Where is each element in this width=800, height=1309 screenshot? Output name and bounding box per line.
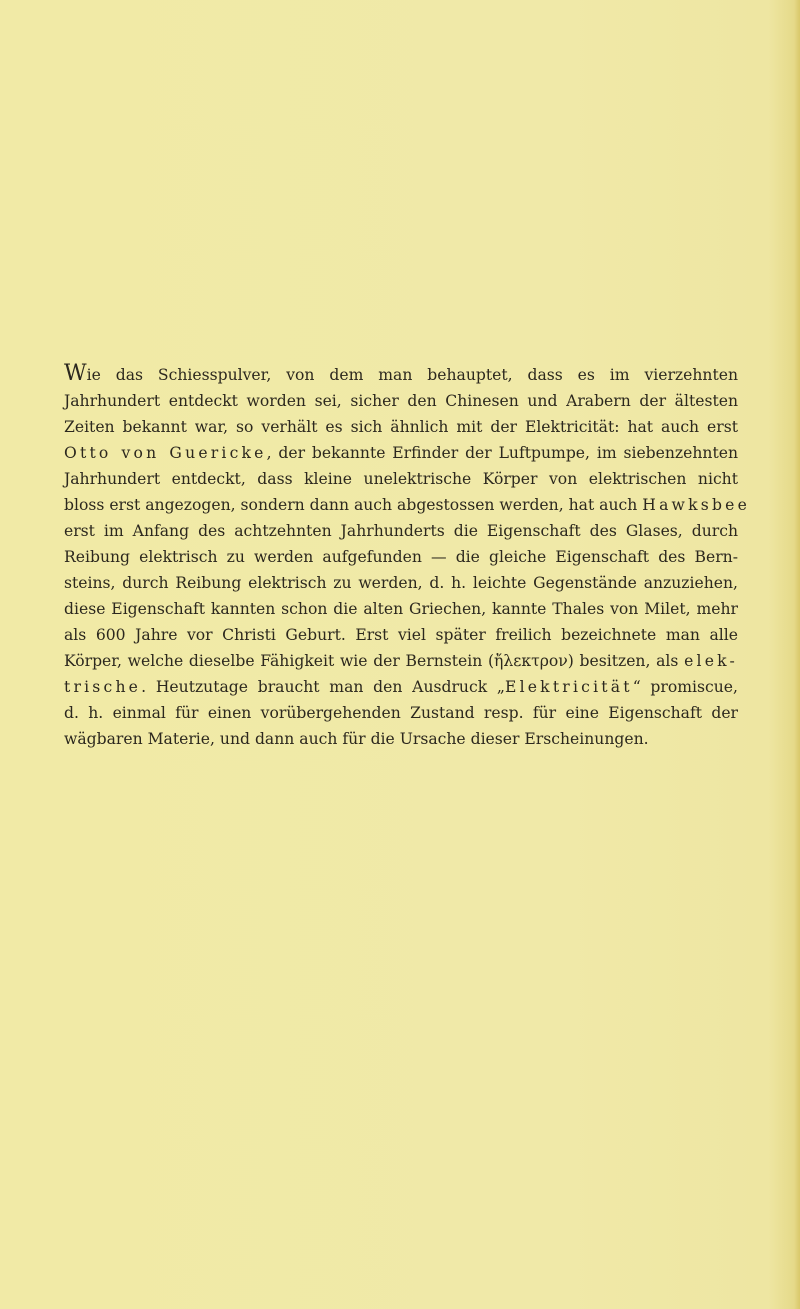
- text-line: [64, 492, 750, 518]
- spaced-name: elek-: [684, 652, 738, 670]
- text-line: [64, 726, 738, 752]
- text-line: [64, 414, 738, 440]
- spaced-name: Elektricität: [504, 678, 633, 696]
- text-run: ie das Schiesspulver, von dem man behauptet, dass es im vierzehnten: [86, 366, 738, 384]
- text-run: . Heutzutage braucht man den Ausdruck „: [141, 678, 505, 696]
- text-line: [64, 518, 738, 544]
- text-run: Zeiten bekannt war, so verhält es sich ähnlich mit der Elektricität: hat auch erst: [64, 418, 738, 436]
- text-run: , der bekannte Erfinder der Luftpumpe, im siebenzehnten: [266, 444, 738, 462]
- text-line: [64, 440, 738, 466]
- text-line: [64, 674, 738, 700]
- spaced-name: Hawksbee: [642, 496, 750, 514]
- initial-letter: W: [64, 361, 87, 386]
- page-edge: [794, 0, 800, 1309]
- text-line: [64, 362, 738, 388]
- text-line: [64, 622, 738, 648]
- text-run: Jahrhundert entdeckt, dass kleine unelektrische Körper von elektrischen nicht: [64, 470, 738, 488]
- text-run: Körper, welche dieselbe Fähigkeit wie der Bernstein (ἤλεκτρον) besitzen, als: [64, 652, 685, 670]
- text-line: [64, 596, 738, 622]
- body-paragraph: [64, 361, 750, 752]
- text-run: bloss erst angezogen, sondern dann auch abgestossen werden, hat auch: [64, 496, 643, 514]
- text-run: diese Eigenschaft kannten schon die alten Griechen, kannte Thales von Milet, mehr: [64, 600, 738, 618]
- text-run: wägbaren Materie, und dann auch für die Ursache dieser Erscheinungen.: [64, 730, 649, 748]
- text-line: [64, 648, 738, 674]
- text-run: “ promiscue,: [632, 678, 738, 696]
- text-line: [64, 544, 738, 570]
- text-line: [64, 466, 738, 492]
- text-run: steins, durch Reibung elektrisch zu werden, d. h. leichte Gegenstände anzuziehen,: [64, 574, 738, 592]
- text-line: [64, 388, 738, 414]
- spaced-name: trische: [64, 678, 142, 696]
- text-run: als 600 Jahre vor Christi Geburt. Erst viel später freilich bezeichnete man alle: [64, 626, 738, 644]
- text-run: Reibung elektrisch zu werden aufgefunden — die gleiche Eigenschaft des Bern-: [64, 548, 738, 566]
- text-run: Jahrhundert entdeckt worden sei, sicher den Chinesen und Arabern der ältesten: [64, 392, 738, 410]
- spaced-name: Otto von Guericke: [64, 444, 267, 462]
- text-line: [64, 570, 738, 596]
- text-run: d. h. einmal für einen vorübergehenden Zustand resp. für eine Eigenschaft der: [64, 704, 738, 722]
- text-run: erst im Anfang des achtzehnten Jahrhunderts die Eigenschaft des Glases, durch: [64, 522, 738, 540]
- text-line: [64, 700, 738, 726]
